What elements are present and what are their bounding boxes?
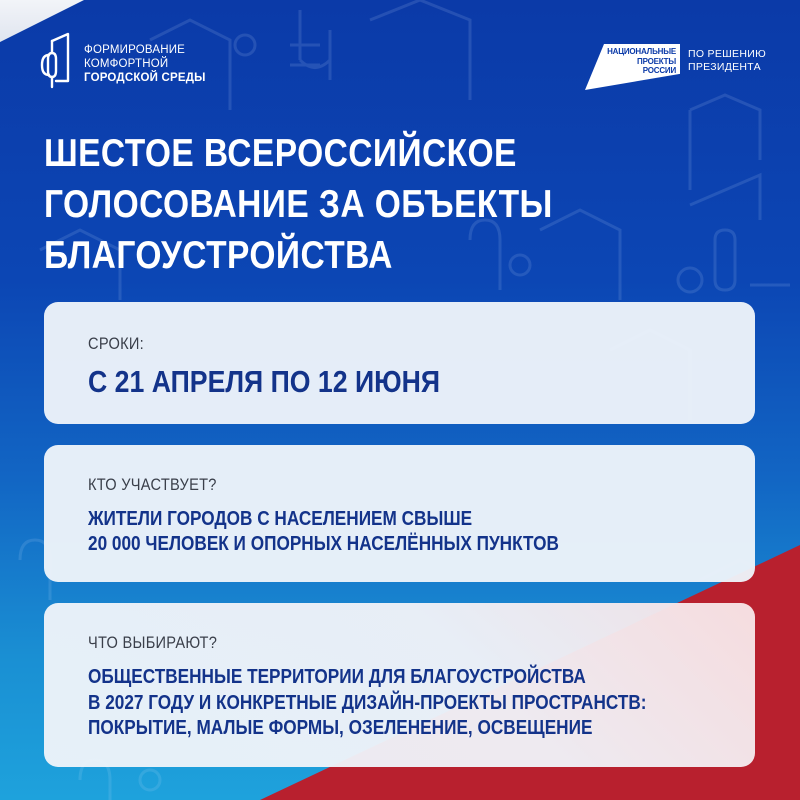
card-value-line: В 2027 ГОДУ И КОНКРЕТНЫЕ ДИЗАЙН-ПРОЕКТЫ ПРОСТРАНСТВ:	[88, 691, 647, 714]
brand-formirovanie-logo	[38, 31, 206, 89]
card-value-line: ЖИТЕЛИ ГОРОДОВ С НАСЕЛЕНИЕМ СВЫШЕ	[88, 508, 473, 530]
card-label: СРОКИ:	[88, 334, 145, 353]
card-value-line: ПОКРЫТИЕ, МАЛЫЕ ФОРМЫ, ОЗЕЛЕНЕНИЕ, ОСВЕЩЕНИЕ	[88, 717, 593, 739]
card-value-line: С 21 АПРЕЛЯ ПО 12 ИЮНЯ	[88, 364, 441, 399]
card-value-line: 20 000 ЧЕЛОВЕК И ОПОРНЫХ НАСЕЛЁННЫХ ПУНКТОВ	[88, 533, 559, 555]
natsproekty-badge	[585, 44, 680, 90]
card-value	[88, 364, 440, 400]
title-line-1: ШЕСТОЕ ВСЕРОССИЙСКОЕ	[44, 132, 517, 175]
badge-line-1: НАЦИОНАЛЬНЫЕ	[607, 47, 676, 56]
card-label: ЧТО ВЫБИРАЮТ?	[88, 633, 218, 652]
card-choices	[44, 603, 755, 767]
card-value	[88, 507, 559, 557]
badge-line-2: ПРОЕКТЫ	[637, 56, 676, 66]
card-dates	[44, 302, 755, 424]
caption-line-2: ПРЕЗИДЕНТА	[688, 61, 761, 73]
title-line-3: БЛАГОУСТРОЙСТВА	[44, 234, 393, 277]
page-title	[44, 128, 553, 281]
brand-natsproekty-logo	[585, 44, 766, 90]
president-caption	[688, 48, 766, 74]
fkgs-logo-icon	[38, 31, 72, 89]
title-line-2: ГОЛОСОВАНИЕ ЗА ОБЪЕКТЫ	[44, 183, 553, 226]
card-value	[88, 665, 647, 742]
brand-line-1: ФОРМИРОВАНИЕ	[84, 44, 186, 56]
card-value-line: ОБЩЕСТВЕННЫЕ ТЕРРИТОРИИ ДЛЯ БЛАГОУСТРОЙСТВА	[88, 666, 586, 688]
caption-line-1: ПО РЕШЕНИЮ	[688, 48, 767, 60]
card-label: КТО УЧАСТВУЕТ?	[88, 475, 217, 494]
brand-line-3: ГОРОДСКОЙ СРЕДЫ	[84, 72, 206, 84]
card-participants	[44, 445, 755, 582]
badge-line-3: РОССИИ	[642, 66, 676, 75]
brand-line-2: КОМФОРТНОЙ	[84, 58, 169, 70]
